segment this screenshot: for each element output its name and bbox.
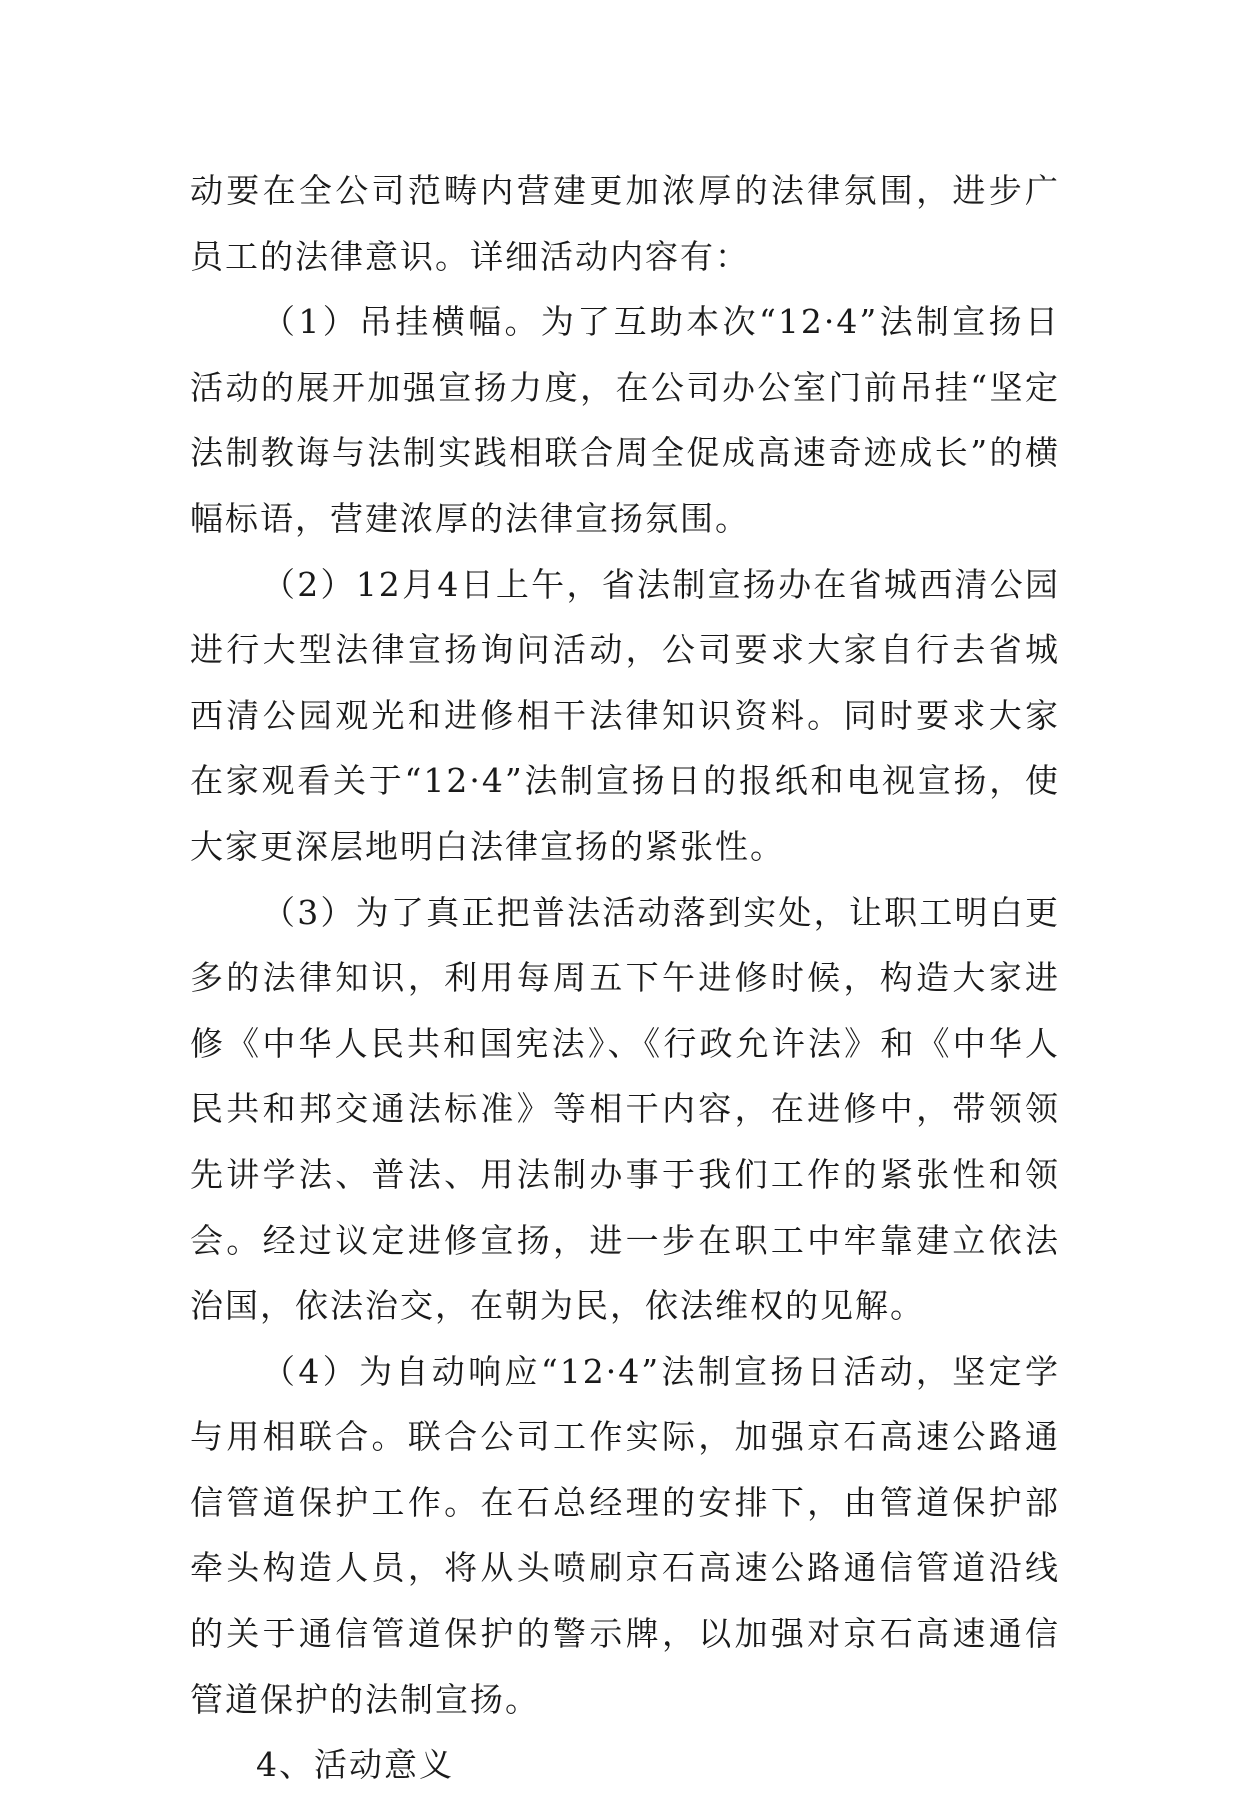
section-heading: 4、活动意义 bbox=[256, 1745, 454, 1785]
paragraph-item-4: （4）为自动响应“12·4”法制宣扬日活动，坚定学与用相联合。联合公司工作实际，加强京石高速公路通信管道保护工作。在石总经理的安排下，由管道保护部牵头构造人员，将从头喷刷京石高速公路通信管道沿线的关于通信管道保护的警示牌，以加强对京石高速通信管道保护的法制宣扬。 bbox=[190, 1351, 1060, 1719]
document-body bbox=[190, 158, 1060, 1798]
paragraph-continuation: 动要在全公司范畴内营建更加浓厚的法律氛围，进步广员工的法律意识。详细活动内容有： bbox=[190, 171, 1060, 276]
paragraph-item-3: （3）为了真正把普法活动落到实处，让职工明白更多的法律知识，利用每周五下午进修时候，构造大家进修《中华人民共和国宪法》、《行政允许法》和《中华人民共和邦交通法标准》等相干内容，在进修中，带领领先讲学法、普法、用法制办事于我们工作的紧张性和领会。经过议定进修宣扬，进一步在职工中牢靠建立依法治国，依法治交，在朝为民，依法维权的见解。 bbox=[190, 892, 1060, 1326]
paragraph-item-1: （1）吊挂横幅。为了互助本次“12·4”法制宣扬日活动的展开加强宣扬力度，在公司办公室门前吊挂“坚定法制教诲与法制实践相联合周全促成高速奇迹成长”的横幅标语，营建浓厚的法律宣扬氛围。 bbox=[190, 302, 1060, 538]
paragraph-item-2: （2）12月4日上午，省法制宣扬办在省城西清公园进行大型法律宣扬询问活动，公司要求大家自行去省城西清公园观光和进修相干法律知识资料。同时要求大家在家观看关于“12·4”法制宣扬日的报纸和电视宣扬，使大家更深层地明白法律宣扬的紧张性。 bbox=[190, 564, 1060, 866]
